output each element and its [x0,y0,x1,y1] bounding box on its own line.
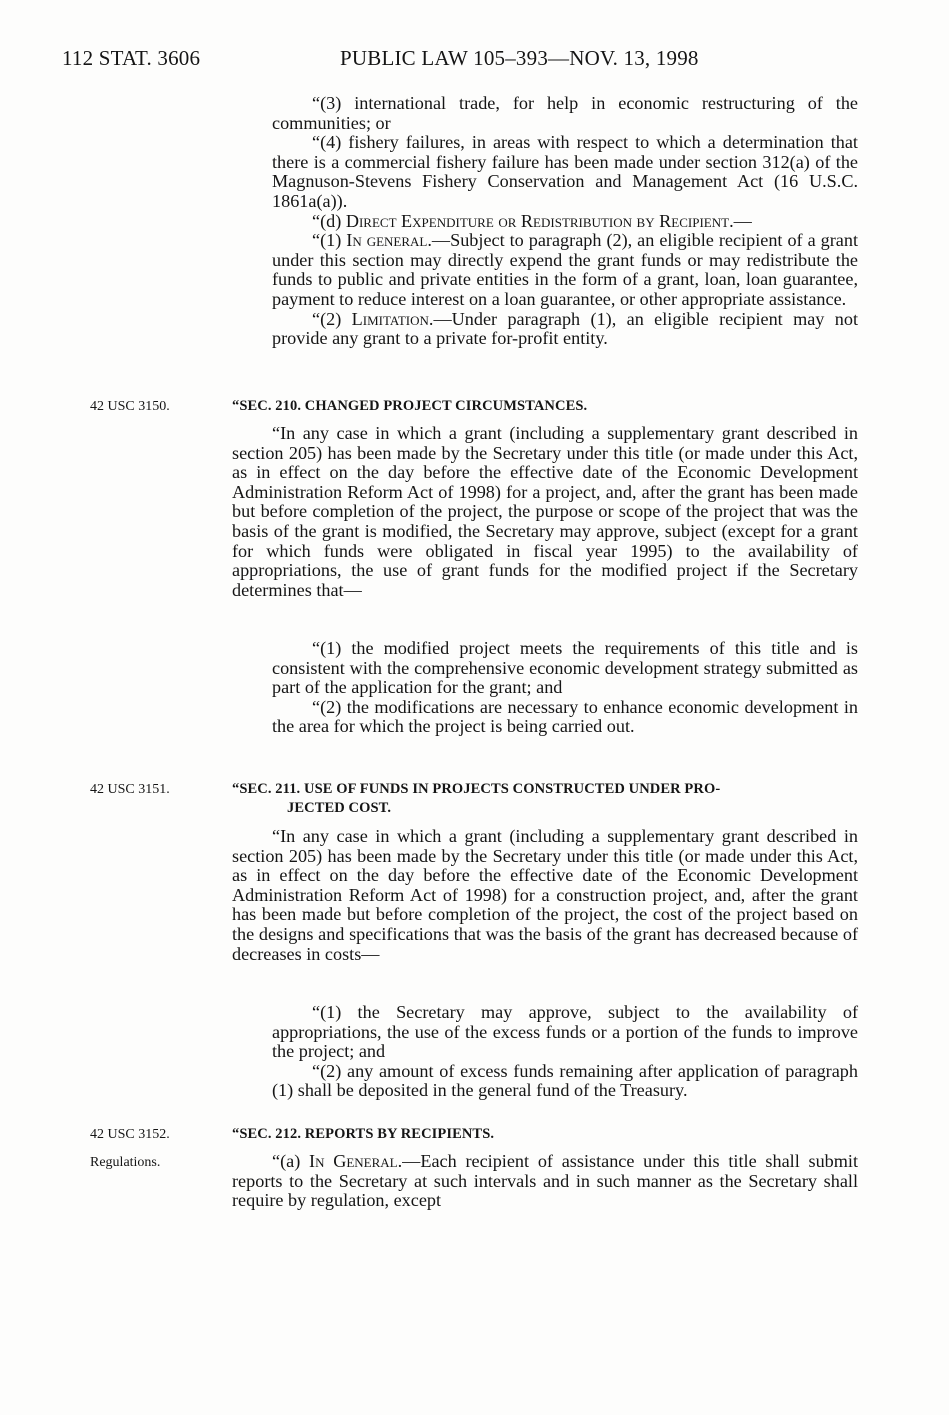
margin-citation-3151: 42 USC 3151. [90,782,170,797]
section-211-intro: “In any case in which a grant (including a supplementary grant described in section 205) has been made by the Secretary under this title (or made under this Act, as in effect on the day before the effective date of the Economic Development Administration Reform Act of 1998) for a construction project, and, after the grant has been made but before completion of the project, the cost of the project based on the designs and specifications that was the basis of the grant has decreased because of decreases in costs— [232,826,858,964]
section-212-heading: “SEC. 212. REPORTS BY RECIPIENTS. [232,1126,495,1142]
section-210-heading: “SEC. 210. CHANGED PROJECT CIRCUMSTANCES. [232,398,588,414]
section-211-paragraph-2: “(2) any amount of excess funds remaining after application of paragraph (1) shall be deposited in the general fund of the Treasury. [272,1060,858,1101]
section-211-paragraphs [272,1003,858,1101]
paragraph-4: “(4) fishery failures, in areas with respect to which a determination that there is a commercial fishery failure has been made under section 312(a) of the Magnuson-Stevens Fishery Conservation and Management Act (16 U.S.C. 1861a(a)). [272,132,858,211]
running-header: PUBLIC LAW 105–393—NOV. 13, 1998 [340,46,699,70]
section-211-paragraph-1: “(1) the Secretary may approve, subject to the availability of appropriations, the use of the excess funds or a portion of the funds to improve the project; and [272,1002,858,1062]
section-211-heading: “SEC. 211. USE OF FUNDS IN PROJECTS CONSTRUCTED UNDER PRO- JECTED COST. [232,781,721,816]
section-210-intro: “In any case in which a grant (including a supplementary grant described in section 205) has been made by the Secretary under this title (or made under this Act, as in effect on the day before the effective date of the Economic Development Administration Reform Act of 1998) for a project, and, after the grant has been made but before completion of the project, the purpose or scope of the project that was the basis of the grant is modified, the Secretary may approve, subject (except for a grant for which funds were obligated in fiscal year 1995) to the availability of appropriations, the use of grant funds for the modified project if the Secretary determines that— [232,423,858,600]
margin-citation-3152: 42 USC 3152. [90,1127,170,1142]
paragraph-3: “(3) international trade, for help in economic restructuring of the communities; or [272,93,858,133]
subsection-a-title: In General [309,1151,398,1171]
page-stat-number: 112 STAT. 3606 [62,46,201,70]
section-210-paragraph-2: “(2) the modifications are necessary to enhance economic development in the area for which the project is being carried out. [272,696,858,737]
section-212-subsection-a: “(a) In General.—Each recipient of assistance under this title shall submit reports to the Secretary at such intervals and in such manner as the Secretary shall require by regulation, except [232,1151,859,1211]
block-subsection-c-continued [272,94,858,349]
margin-note-regulations: Regulations. [90,1155,161,1170]
subsection-d-title: Direct Expenditure or Redistribution by Recipient [345,210,730,231]
paragraph-d1-title: In general [346,230,428,251]
margin-citation-3150: 42 USC 3150. [90,399,170,414]
paragraph-d2: “(2) Limitation.—Under paragraph (1), an eligible recipient may not provide any grant to a private for-profit entity. [272,308,859,349]
paragraph-d2-title: Limitation [351,308,429,329]
subsection-d-heading: “(d) Direct Expenditure or Redistribution by Recipient.— [312,210,752,231]
section-210-paragraphs [272,639,858,737]
paragraph-d1: “(1) In general.—Subject to paragraph (2), an eligible recipient of a grant under this section may directly expend the grant funds or may redistribute the funds to public and private entities in the form of a grant, loan, loan guarantee, payment to reduce interest on a loan guarantee, or other appropriate assistance. [272,230,858,309]
section-210-paragraph-1: “(1) the modified project meets the requirements of this title and is consistent with the comprehensive economic development strategy submitted as part of the application for the grant; and [272,638,858,698]
